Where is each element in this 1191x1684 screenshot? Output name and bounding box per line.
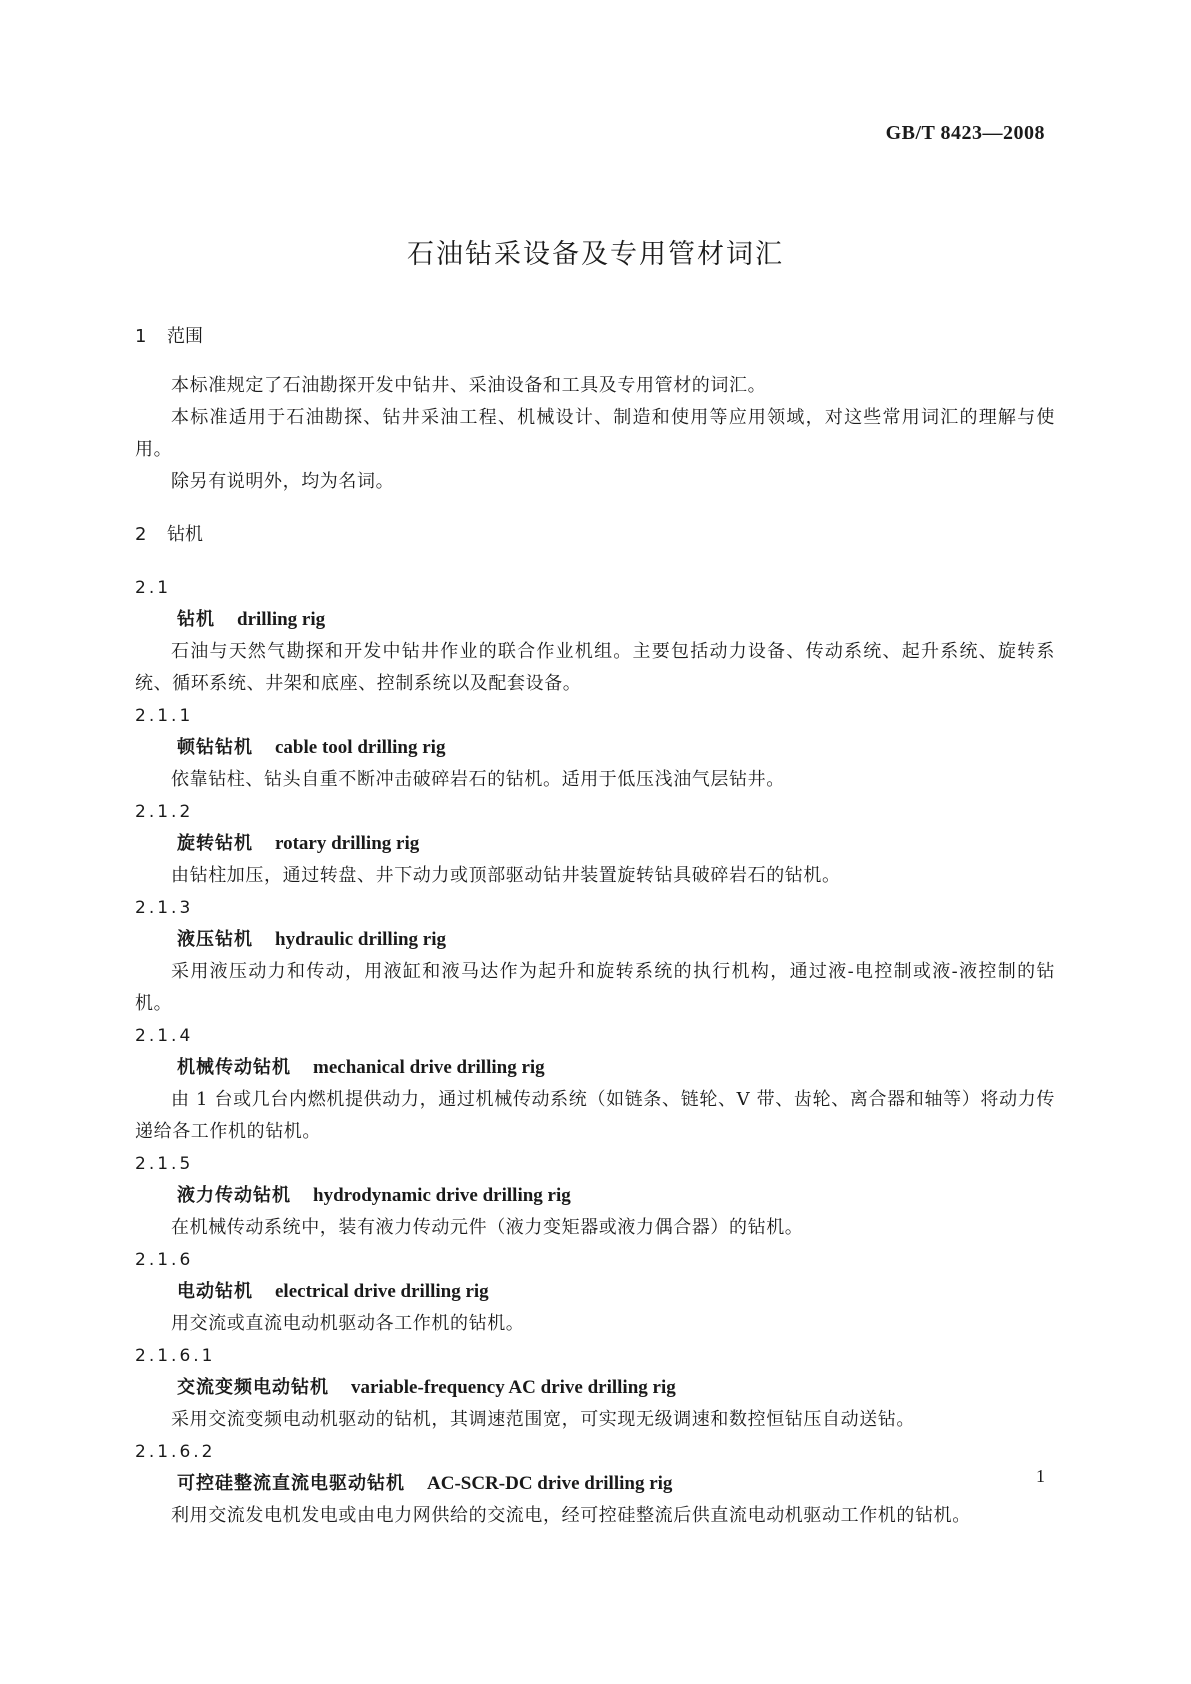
term-chinese: 顿钻钻机 xyxy=(177,737,253,758)
term-heading xyxy=(135,1276,1055,1308)
term-definition: 由钻柱加压，通过转盘、井下动力或顶部驱动钻井装置旋转钻具破碎岩石的钻机。 xyxy=(171,865,841,886)
term-chinese: 旋转钻机 xyxy=(177,833,253,854)
term-entries xyxy=(135,572,1055,1532)
term-heading xyxy=(135,924,1055,956)
term-chinese: 机械传动钻机 xyxy=(177,1057,291,1078)
term-english: hydraulic drilling rig xyxy=(275,929,447,950)
term-heading xyxy=(135,1372,1055,1404)
section-heading-scope xyxy=(135,320,1055,354)
section-number: 1 xyxy=(135,326,147,347)
term-number: 2.1.6.2 xyxy=(135,1442,216,1462)
term-definition: 由 1 台或几台内燃机提供动力，通过机械传动系统（如链条、链轮、V 带、齿轮、离合器和轴等）将动力传递给各工作机的钻机。 xyxy=(135,1089,1055,1142)
term-heading xyxy=(135,1180,1055,1212)
term-chinese: 液压钻机 xyxy=(177,929,253,950)
term-number: 2.1.4 xyxy=(135,1026,194,1046)
term-heading xyxy=(135,828,1055,860)
page-number: 1 xyxy=(1036,1466,1045,1486)
standard-code: GB/T 8423—2008 xyxy=(885,122,1045,144)
term-english: rotary drilling rig xyxy=(275,833,420,854)
term-chinese: 可控硅整流直流电驱动钻机 xyxy=(177,1473,405,1494)
section-heading-drilling-rig xyxy=(135,518,1055,552)
term-heading xyxy=(135,732,1055,764)
term-english: electrical drive drilling rig xyxy=(275,1281,489,1302)
term-english: hydrodynamic drive drilling rig xyxy=(313,1185,571,1206)
section-number: 2 xyxy=(135,524,147,545)
term-definition: 在机械传动系统中，装有液力传动元件（液力变矩器或液力偶合器）的钻机。 xyxy=(171,1217,804,1238)
term-english: mechanical drive drilling rig xyxy=(313,1057,545,1078)
term-chinese: 交流变频电动钻机 xyxy=(177,1377,329,1398)
term-chinese: 钻机 xyxy=(177,609,215,630)
term-definition: 利用交流发电机发电或由电力网供给的交流电，经可控硅整流后供直流电动机驱动工作机的钻机。 xyxy=(171,1505,971,1526)
term-definition: 用交流或直流电动机驱动各工作机的钻机。 xyxy=(171,1313,525,1334)
term-number: 2.1.2 xyxy=(135,802,194,822)
term-number: 2.1.5 xyxy=(135,1154,194,1174)
section-title: 钻机 xyxy=(167,524,203,545)
document-body xyxy=(135,320,1055,1532)
term-number: 2.1.6.1 xyxy=(135,1346,216,1366)
term-english: variable-frequency AC drive drilling rig xyxy=(351,1377,676,1398)
term-number: 2.1.1 xyxy=(135,706,194,726)
term-number: 2.1.3 xyxy=(135,898,194,918)
term-heading xyxy=(135,1468,1055,1500)
term-english: cable tool drilling rig xyxy=(275,737,446,758)
term-english: AC-SCR-DC drive drilling rig xyxy=(427,1473,673,1494)
term-definition: 石油与天然气勘探和开发中钻井作业的联合作业机组。主要包括动力设备、传动系统、起升系统、旋转系统、循环系统、井架和底座、控制系统以及配套设备。 xyxy=(135,641,1055,694)
term-chinese: 液力传动钻机 xyxy=(177,1185,291,1206)
scope-paragraph: 本标准规定了石油勘探开发中钻井、采油设备和工具及专用管材的词汇。 xyxy=(171,375,767,396)
scope-paragraph: 本标准适用于石油勘探、钻井采油工程、机械设计、制造和使用等应用领域，对这些常用词汇的理解与使用。 xyxy=(135,407,1055,460)
term-heading xyxy=(135,604,1055,636)
term-heading xyxy=(135,1052,1055,1084)
term-definition: 采用交流变频电动机驱动的钻机，其调速范围宽，可实现无级调速和数控恒钻压自动送钻。 xyxy=(171,1409,915,1430)
term-english: drilling rig xyxy=(237,609,326,630)
term-definition: 采用液压动力和传动，用液缸和液马达作为起升和旋转系统的执行机构，通过液-电控制或液-液控制的钻机。 xyxy=(135,961,1055,1014)
term-number: 2.1 xyxy=(135,578,172,598)
scope-paragraph: 除另有说明外，均为名词。 xyxy=(171,471,395,492)
term-chinese: 电动钻机 xyxy=(177,1281,253,1302)
term-definition: 依靠钻柱、钻头自重不断冲击破碎岩石的钻机。适用于低压浅油气层钻井。 xyxy=(171,769,785,790)
term-number: 2.1.6 xyxy=(135,1250,194,1270)
document-title: 石油钻采设备及专用管材词汇 xyxy=(407,239,784,270)
section-title: 范围 xyxy=(167,326,203,347)
